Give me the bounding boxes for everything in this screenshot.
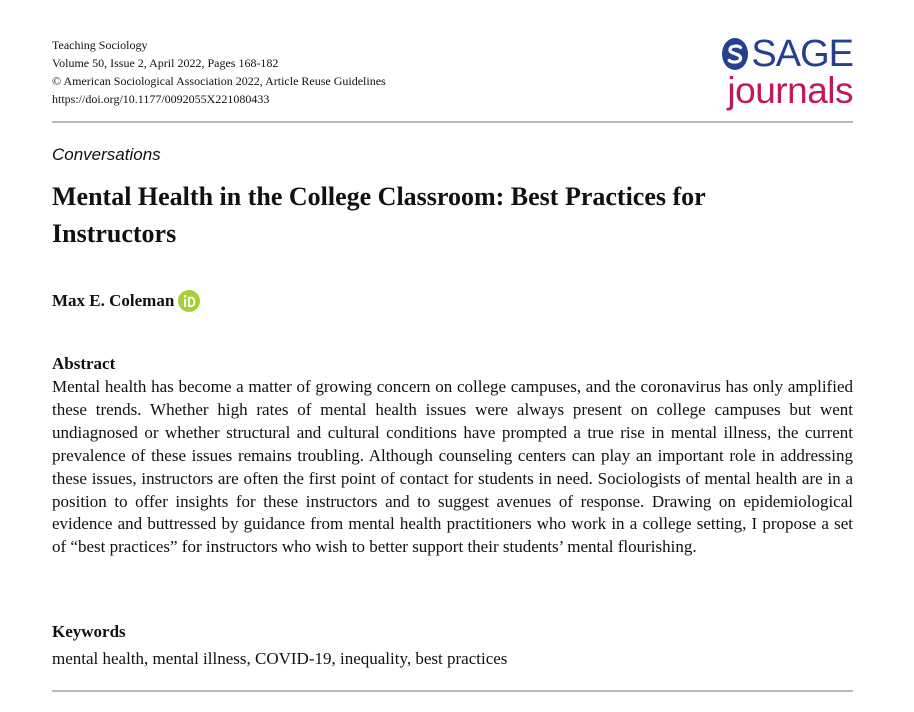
journal-name: Teaching Sociology bbox=[52, 38, 148, 52]
abstract-heading: Abstract bbox=[52, 354, 116, 373]
abstract-section bbox=[52, 354, 853, 559]
article-page bbox=[52, 0, 853, 712]
keywords-section bbox=[52, 622, 853, 670]
keywords-heading: Keywords bbox=[52, 622, 126, 641]
orcid-icon[interactable] bbox=[178, 290, 200, 312]
journal-doi[interactable]: https://doi.org/10.1177/0092055X221080433 bbox=[52, 92, 270, 106]
author-row bbox=[52, 290, 200, 312]
sage-wordmark: SAGE bbox=[751, 33, 853, 75]
footer-divider bbox=[52, 690, 853, 692]
sage-journals-logo bbox=[713, 34, 853, 114]
header-divider bbox=[52, 121, 853, 123]
sage-s-icon bbox=[721, 37, 749, 71]
article-title: Mental Health in the College Classroom: Best Practices for Instructors bbox=[52, 182, 706, 248]
author-name[interactable]: Max E. Coleman bbox=[52, 291, 175, 310]
journal-copyright: © American Sociological Association 2022, Article Reuse Guidelines bbox=[52, 74, 386, 88]
journal-meta bbox=[52, 36, 386, 108]
journal-volume: Volume 50, Issue 2, April 2022, Pages 168-182 bbox=[52, 56, 279, 70]
keywords-list: mental health, mental illness, COVID-19, inequality, best practices bbox=[52, 649, 508, 668]
sage-logo-top bbox=[721, 34, 853, 74]
journals-wordmark: journals bbox=[727, 70, 853, 111]
abstract-text: Mental health has become a matter of growing concern on college campuses, and the coronavirus has only amplified these trends. Whether high rates of mental health issues were always present on college campuses but went undiagnosed or whether structural and cultural conditions have prompted a true rise in mental illness, the current prevalence of these issues remains troubling. Although counseling centers can play an important role in addressing these issues, instructors are often the first point of contact for students in need. Sociologists of mental health are in a position to offer insights for these instructors and to suggest avenues of response. Drawing on epidemiological evidence and buttressed by guidance from mental health practitioners who work in a college setting, I propose a set of “best practices” for instructors who wish to better support their students’ mental flourishing. bbox=[52, 377, 853, 557]
article-section-label: Conversations bbox=[52, 145, 161, 164]
